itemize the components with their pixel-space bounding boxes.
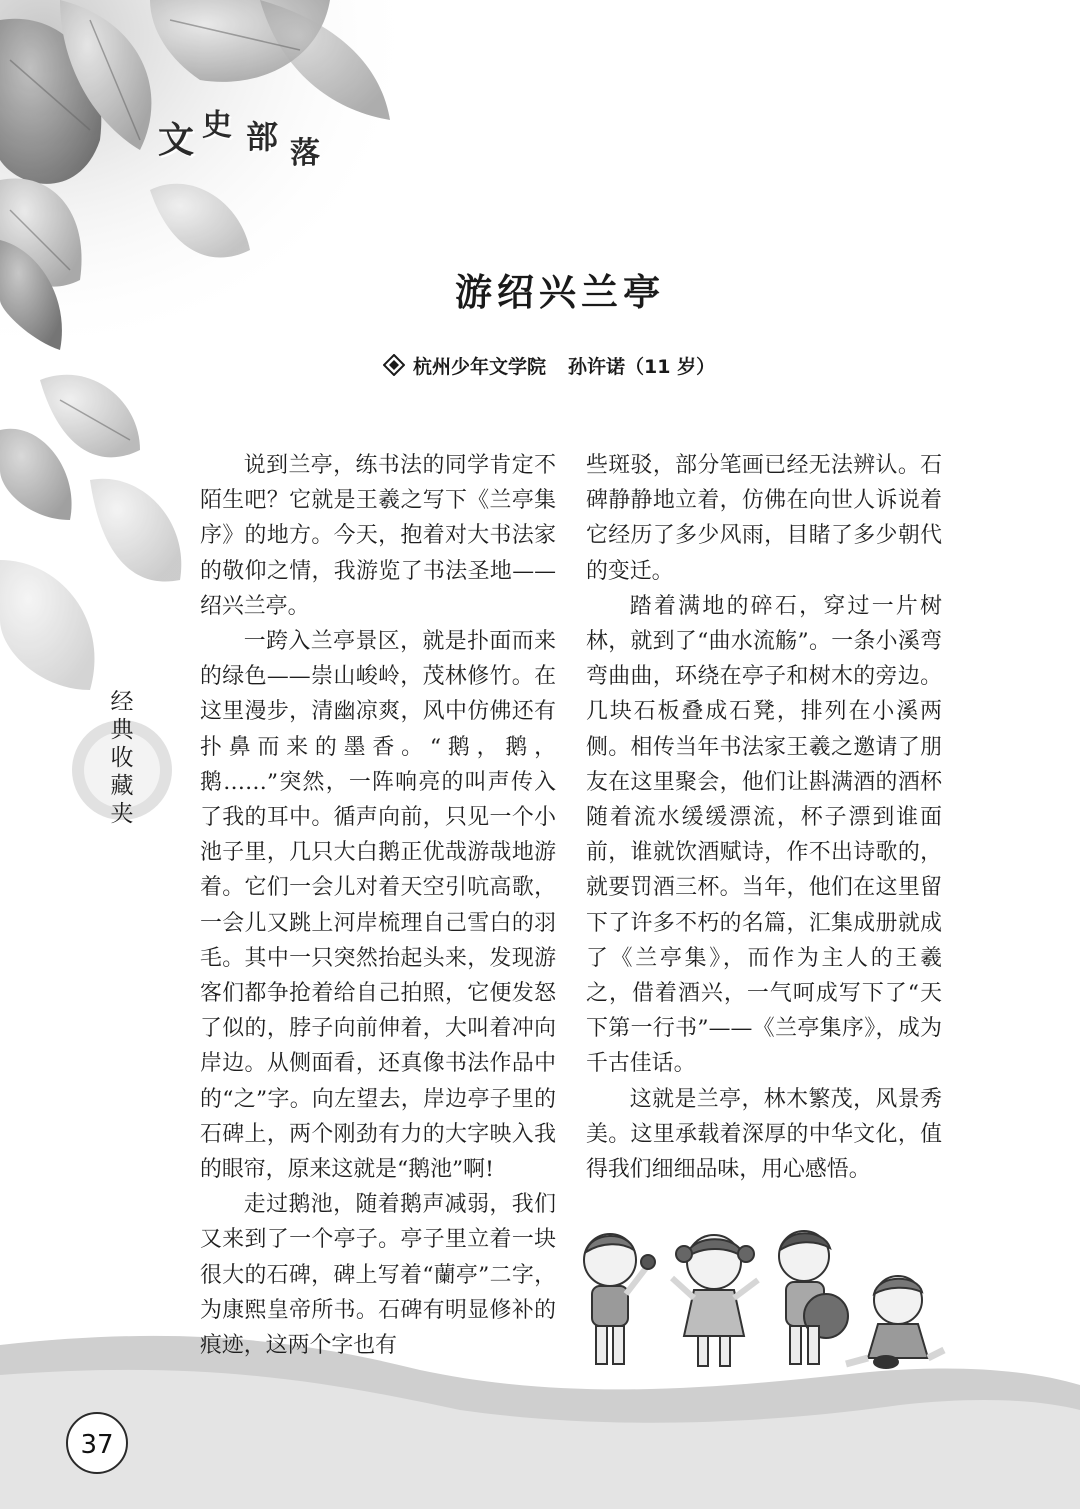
side-label xyxy=(96,688,148,848)
byline-author: 孙许诺（11 岁） xyxy=(568,356,716,378)
paragraph: 踏着满地的碎石，穿过一片树林，就到了“曲水流觞”。一条小溪弯弯曲曲，环绕在亭子和树木的旁边。几块石板叠成石凳，排列在小溪两侧。相传当年书法家王羲之邀请了朋友在这里聚会，他们让斟满酒的酒杯随着流水缓缓漂流，杯子漂到谁面前，谁就饮酒赋诗，作不出诗歌的，就要罚酒三杯。当年，他们在这里留下了许多不朽的名篇，汇集成册就成了《兰亭集》，而作为主人的王羲之，借着酒兴，一气呵成写下了“天下第一行书”——《兰亭集序》，成为千古佳话。 xyxy=(586,593,942,1077)
section-title-char: 落 xyxy=(290,136,320,171)
side-label-char: 藏 xyxy=(110,773,134,799)
article-title: 游绍兴兰亭 xyxy=(455,271,665,314)
paragraph-continuation: 些斑驳，部分笔画已经无法辨认。石碑静静地立着，仿佛在向世人诉说着它经历了多少风雨，目睹了多少朝代的变迁。 xyxy=(586,453,942,584)
article-column-left xyxy=(200,448,556,1388)
section-title-char: 文 xyxy=(158,120,195,161)
section-title-char: 部 xyxy=(246,118,279,156)
side-label-char: 收 xyxy=(110,745,134,771)
byline-school: 杭州少年文学院 xyxy=(413,356,547,378)
paragraph: 这就是兰亭，林木繁茂，风景秀美。这里承载着深厚的中华文化，值得我们细细品味，用心感悟。 xyxy=(586,1086,942,1183)
section-title-char: 史 xyxy=(202,108,232,143)
children-playing-illustration xyxy=(568,1228,948,1378)
side-label-char: 典 xyxy=(110,717,134,743)
side-label-char: 经 xyxy=(110,689,134,715)
diamond-icon xyxy=(383,354,405,376)
side-label-char: 夹 xyxy=(110,801,134,827)
byline xyxy=(383,352,783,382)
paragraph: 说到兰亭，练书法的同学肯定不陌生吧？它就是王羲之写下《兰亭集序》的地方。今天，抱着对大书法家的敬仰之情，我游览了书法圣地——绍兴兰亭。 xyxy=(200,453,556,619)
paragraph: 一跨入兰亭景区，就是扑面而来的绿色——崇山峻岭，茂林修竹。在这里漫步，清幽凉爽，风中仿佛还有扑鼻而来的墨香。“鹅，鹅，鹅……”突然，一阵响亮的叫声传入了我的耳中。循声向前，只见一个小池子里，几只大白鹅正优哉游哉地游着。它们一会儿对着天空引吭高歌，一会儿又跳上河岸梳理自己雪白的羽毛。其中一只突然抬起头来，发现游客们都争抢着给自己拍照，它便发怒了似的，脖子向前伸着，大叫着冲向岸边。从侧面看，还真像书法作品中的“之”字。向左望去，岸边亭子里的石碑上，两个刚劲有力的大字映入我的眼帘，原来这就是“鹅池”啊! xyxy=(200,629,556,1183)
section-title xyxy=(158,100,348,170)
page-number: 37 xyxy=(66,1412,128,1474)
paragraph: 走过鹅池，随着鹅声减弱，我们又来到了一个亭子。亭子里立着一块很大的石碑，碑上写着“蘭亭”二字，为康熙皇帝所书。石碑有明显修补的痕迹，这两个字也有 xyxy=(200,1192,556,1359)
